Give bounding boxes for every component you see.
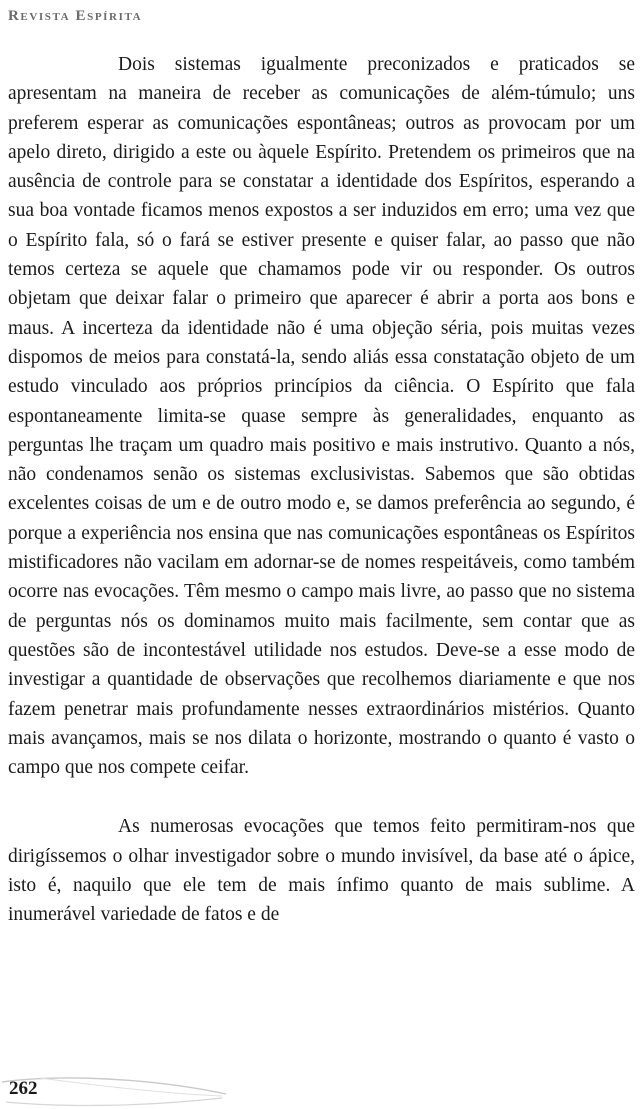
paragraph: As numerosas evocações que temos feito permitiram-nos que dirigíssemos o olhar investigador sobre o mundo invisível, da base até o ápice, isto é, naquilo que ele tem de mais ínfimo quanto de mais sublime. A inumerável variedade de fatos e de (8, 816, 635, 926)
page-number: 262 (9, 1078, 38, 1099)
body-text (8, 50, 635, 930)
running-head: Revista Espírita (8, 8, 143, 24)
paragraph: Dois sistemas igualmente preconizados e praticados se apresentam na maneira de receber as comunicações de além-túmulo; uns preferem esperar as comunicações espontâneas; outros as provocam por um apelo direto, dirigido a este ou àquele Espírito. Pretendem os primeiros que na ausência de controle para se constatar a identidade dos Espíritos, esperando a sua boa vontade ficamos menos expostos a ser induzidos em erro; uma vez que o Espírito fala, só o fará se estiver presente e quiser falar, ao passo que não temos certeza se aquele que chamamos pode vir ou responder. Os outros objetam que deixar falar o primeiro que aparecer é abrir a porta aos bons e maus. A incerteza da identidade não é uma objeção séria, pois muitas vezes dispomos de meios para constatá-la, sendo aliás essa constatação objeto de um estudo vinculado aos próprios princípios da ciência. O Espírito que fala espontaneamente limita-se quase sempre às generalidades, enquanto as perguntas lhe traçam um quadro mais positivo e mais instrutivo. Quanto a nós, não condenamos senão os sistemas exclusivistas. Sabemos que são obtidas excelentes coisas de um e de outro modo e, se damos preferência ao segundo, é porque a experiência nos ensina que nas comunicações espontâneas os Espíritos mistificadores não vacilam em adornar-se de nomes respeitáveis, como também ocorre nas evocações. Têm mesmo o campo mais livre, ao passo que no sistema de perguntas nós os dominamos muito mais facilmente, sem contar que as questões são de incontestável utilidade nos estudos. Deve-se a esse modo de investigar a quantidade de observações que recolhemos diariamente e que nos fazem penetrar mais profundamente nesses extraordinários mistérios. Quanto mais avançamos, mais se nos dilata o horizonte, mostrando o quanto é vasto o campo que nos compete ceifar. (8, 54, 635, 779)
